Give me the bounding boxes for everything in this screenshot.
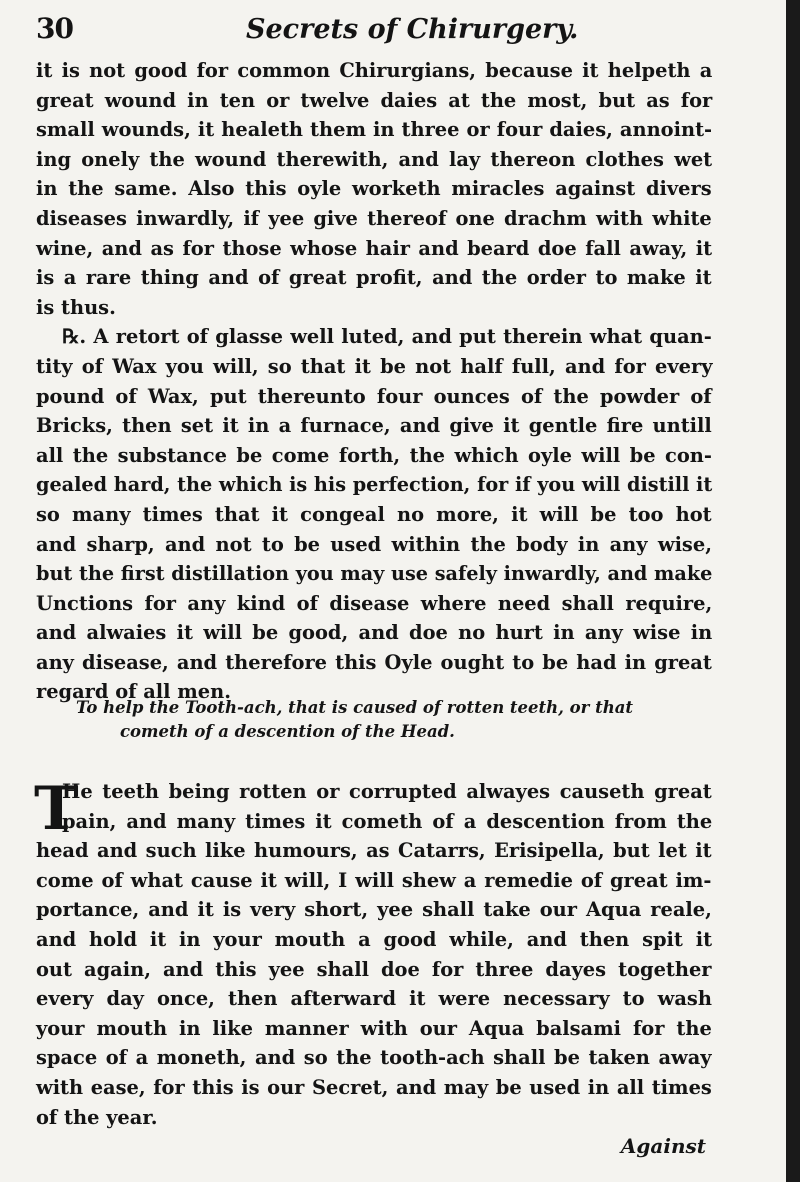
text-line: Unctions for any kind of disease where need shall require, [36, 591, 713, 615]
text-line: in the same. Also this oyle worketh miracles against divers [36, 177, 712, 201]
text-line: with ease, for this is our Secret, and may be used in all times [36, 1075, 712, 1099]
text-line: come of what cause it will, I will shew a remedie of great im- [36, 868, 712, 892]
text-line: out again, and this yee shall doe for three dayes together [36, 957, 712, 981]
drop-cap: T [34, 774, 79, 844]
text-line: tity of Wax you will, so that it be not half full, and for every [36, 354, 713, 378]
text-line: pound of Wax, put thereunto four ounces of the powder of [36, 384, 712, 408]
text-line: ing onely the wound therewith, and lay thereon clothes wet [36, 147, 713, 171]
running-title: Secrets of Chirurgery. [246, 14, 579, 45]
catchword: Against [620, 1134, 706, 1158]
text-line: all the substance be come forth, the which oyle will be con- [36, 443, 712, 467]
page-number: 30 [36, 12, 73, 45]
text-line: it is not good for common Chirurgians, because it helpeth a [36, 59, 713, 82]
text-line: ℞. A retort of glasse well luted, and put therein what quan- [62, 325, 712, 349]
text-line: Bricks, then set it in a furnace, and give it gentle fire untill [36, 414, 712, 438]
text-line: and hold it in your mouth a good while, and then spit it [36, 927, 713, 951]
section-heading [76, 696, 716, 744]
section-heading-line: To help the Tooth-ach, that is caused of rotten teeth, or that [76, 698, 634, 717]
text-line: gealed hard, the which is his perfection, for if you will distill it [36, 473, 713, 497]
text-line: so many times that it congeal no more, it will be too hot [36, 502, 712, 526]
text-line: of the year. [36, 1105, 158, 1129]
text-line: wine, and as for those whose hair and beard doe fall away, it [36, 236, 713, 260]
text-line: He teeth being rotten or corrupted alwayes causeth great [62, 780, 712, 803]
text-line: but the first distillation you may use safely inwardly, and make [36, 562, 713, 586]
text-line: regard of all men. [36, 680, 231, 704]
text-line: any disease, and therefore this Oyle ought to be had in great [36, 650, 712, 674]
body-text-lower [34, 774, 713, 1132]
text-line: head and such like humours, as Catarrs, Erisipella, but let it [36, 839, 712, 863]
section-heading-line: cometh of a descention of the Head. [120, 722, 455, 741]
text-line: and sharp, and not to be used within the body in any wise, [36, 532, 712, 556]
page-header [36, 10, 736, 50]
text-line: small wounds, it healeth them in three or four daies, annoint- [36, 118, 713, 142]
text-line: pain, and many times it cometh of a descention from the [62, 809, 713, 833]
text-line: your mouth in like manner with our Aqua balsami for the [36, 1016, 712, 1040]
body-text-upper [36, 56, 712, 707]
text-line: diseases inwardly, if yee give thereof one drachm with white [36, 206, 712, 230]
text-line: is thus. [36, 295, 116, 319]
text-line: portance, and it is very short, yee shall take our Aqua reale, [36, 898, 712, 922]
text-line: every day once, then afterward it were necessary to wash [36, 987, 712, 1011]
text-line: great wound in ten or twelve daies at the most, but as for [36, 88, 713, 112]
text-line: and alwaies it will be good, and doe no hurt in any wise in [36, 621, 713, 645]
text-line: space of a moneth, and so the tooth-ach shall be taken away [36, 1046, 712, 1070]
text-line: is a rare thing and of great profit, and the order to make it [36, 266, 712, 290]
